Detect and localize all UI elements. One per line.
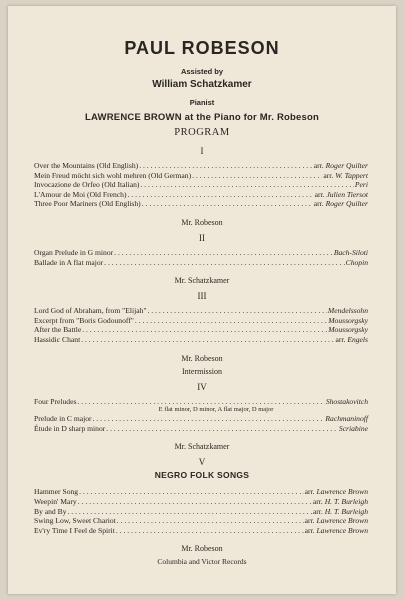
- piece-credit: arr. H. T. Burleigh: [312, 506, 368, 516]
- piece-title: Hassidic Chant: [34, 334, 81, 344]
- program-entry: [34, 397, 368, 407]
- program-entry: [34, 507, 368, 517]
- piece-credit: arr. Lawrence Brown: [304, 525, 368, 535]
- performer-label: Mr. Robeson: [181, 544, 223, 554]
- piece-title: Lord God of Abraham, from "Elijah": [34, 306, 147, 316]
- program-entry: [34, 325, 368, 335]
- piece-credit: Chopin: [345, 257, 368, 267]
- performer-label: Mr. Schatzkamer: [174, 276, 230, 286]
- program-entry: [34, 516, 368, 526]
- section-1-list: [34, 161, 368, 209]
- leader-dots: [77, 397, 324, 407]
- piece-credit: arr. W. Tappert: [323, 170, 368, 180]
- program-entry: [34, 424, 368, 434]
- program-entry: [34, 248, 368, 258]
- leader-dots: [81, 335, 334, 345]
- program-entry: [34, 497, 368, 507]
- performer-label: Mr. Robeson: [181, 217, 223, 227]
- program-entry: [34, 171, 368, 181]
- program-entry: [34, 306, 368, 316]
- section-5-list: [34, 487, 368, 535]
- piece-credit: Moussorgsky: [328, 325, 368, 335]
- pianist-label: Pianist: [189, 98, 215, 107]
- records-note: Columbia and Victor Records: [157, 557, 247, 567]
- piece-credit: arr. Lawrence Brown: [304, 516, 368, 526]
- piece-title: Mein Freud möcht sich wohl mehren (Old German): [34, 170, 192, 180]
- piece-credit: Scriabine: [338, 423, 368, 433]
- section-3-list: [34, 306, 368, 344]
- program-entry: [34, 258, 368, 268]
- section-numeral-5: V: [198, 457, 206, 468]
- piece-title: Three Poor Mariners (Old English): [34, 199, 141, 209]
- program-entry: [34, 335, 368, 345]
- page-title: PAUL ROBESON: [124, 38, 280, 58]
- piece-title: After the Battle: [34, 325, 82, 335]
- performer-label: Mr. Robeson: [181, 353, 223, 363]
- assisted-by-label: Assisted by: [180, 67, 224, 76]
- leader-dots: [139, 161, 313, 171]
- intermission-label: Intermission: [182, 366, 222, 376]
- leader-dots: [68, 507, 312, 517]
- piece-title: Étude in D sharp minor: [34, 423, 106, 433]
- piece-title: Excerpt from "Boris Godounoff": [34, 315, 134, 325]
- section-heading: NEGRO FOLK SONGS: [154, 470, 250, 481]
- piece-credit: Moussorgsky: [328, 315, 368, 325]
- section-numeral-1: I: [200, 146, 204, 156]
- piece-credit: arr. Julien Tiersot: [314, 189, 368, 199]
- program-entry: [34, 190, 368, 200]
- piece-title: Swing Low, Sweet Chariot: [34, 516, 116, 526]
- program-entry: [34, 487, 368, 497]
- piece-credit: Bach-Siloti: [333, 247, 368, 257]
- leader-dots: [116, 526, 304, 536]
- piece-title: Four Preludes: [34, 396, 77, 406]
- program-entry: [34, 199, 368, 209]
- piece-credit: Shostakovitch: [325, 396, 368, 406]
- piece-title: Prelude in C major: [34, 414, 92, 424]
- leader-dots: [114, 248, 333, 258]
- piece-title: Organ Prelude in G minor: [34, 247, 114, 257]
- program-entry: [34, 316, 368, 326]
- section-numeral-4: IV: [197, 381, 207, 392]
- leader-dots: [127, 190, 313, 200]
- performer-label: Mr. Schatzkamer: [174, 442, 230, 452]
- piece-credit: Peri: [354, 180, 368, 190]
- program-entry: [34, 161, 368, 171]
- assistant-name: William Schatzkamer: [152, 79, 252, 90]
- leader-dots: [106, 424, 338, 434]
- section-4-list: [34, 397, 368, 434]
- piece-title: Hammer Song: [34, 487, 79, 497]
- piece-title: Invocazione de Orfeo (Old Italian): [34, 180, 140, 190]
- piece-credit: arr. Engels: [335, 334, 368, 344]
- piece-title: L'Amour de Moi (Old French): [34, 189, 127, 199]
- piece-credit: Mendelssohn: [327, 306, 368, 316]
- piece-credit: arr. Lawrence Brown: [304, 487, 368, 497]
- leader-dots: [82, 325, 327, 335]
- piece-title: Over the Mountains (Old English): [34, 161, 139, 170]
- leader-dots: [117, 516, 304, 526]
- section-numeral-2: II: [199, 232, 205, 243]
- program-heading: PROGRAM: [174, 127, 230, 138]
- leader-dots: [192, 171, 322, 181]
- piece-credit: arr. H. T. Burleigh: [312, 496, 368, 506]
- piece-title: Ev'ry Time I Feel de Spirit: [34, 525, 115, 535]
- leader-dots: [93, 414, 325, 424]
- program-entry: [34, 180, 368, 190]
- piece-credit: arr. Roger Quilter: [313, 199, 368, 209]
- leader-dots: [79, 487, 304, 497]
- accompanist-line: LAWRENCE BROWN at the Piano for Mr. Robeson: [85, 112, 319, 123]
- leader-dots: [104, 258, 344, 268]
- keys-note: E flat minor, D minor, A flat major, D major: [158, 406, 274, 414]
- program-entry: [34, 414, 368, 424]
- leader-dots: [142, 199, 313, 209]
- leader-dots: [135, 316, 327, 326]
- piece-title: By and By: [34, 506, 67, 516]
- piece-credit: arr. Roger Quilter: [313, 161, 368, 170]
- program-entry: [34, 526, 368, 536]
- piece-credit: Rachmaninoff: [325, 414, 368, 424]
- leader-dots: [140, 180, 354, 190]
- section-numeral-3: III: [197, 291, 207, 302]
- piece-title: Ballade in A flat major: [34, 257, 104, 267]
- piece-title: Weepin' Mary: [34, 496, 77, 506]
- section-2-list: [34, 248, 368, 267]
- leader-dots: [148, 306, 327, 316]
- leader-dots: [78, 497, 312, 507]
- program-page: [8, 6, 396, 594]
